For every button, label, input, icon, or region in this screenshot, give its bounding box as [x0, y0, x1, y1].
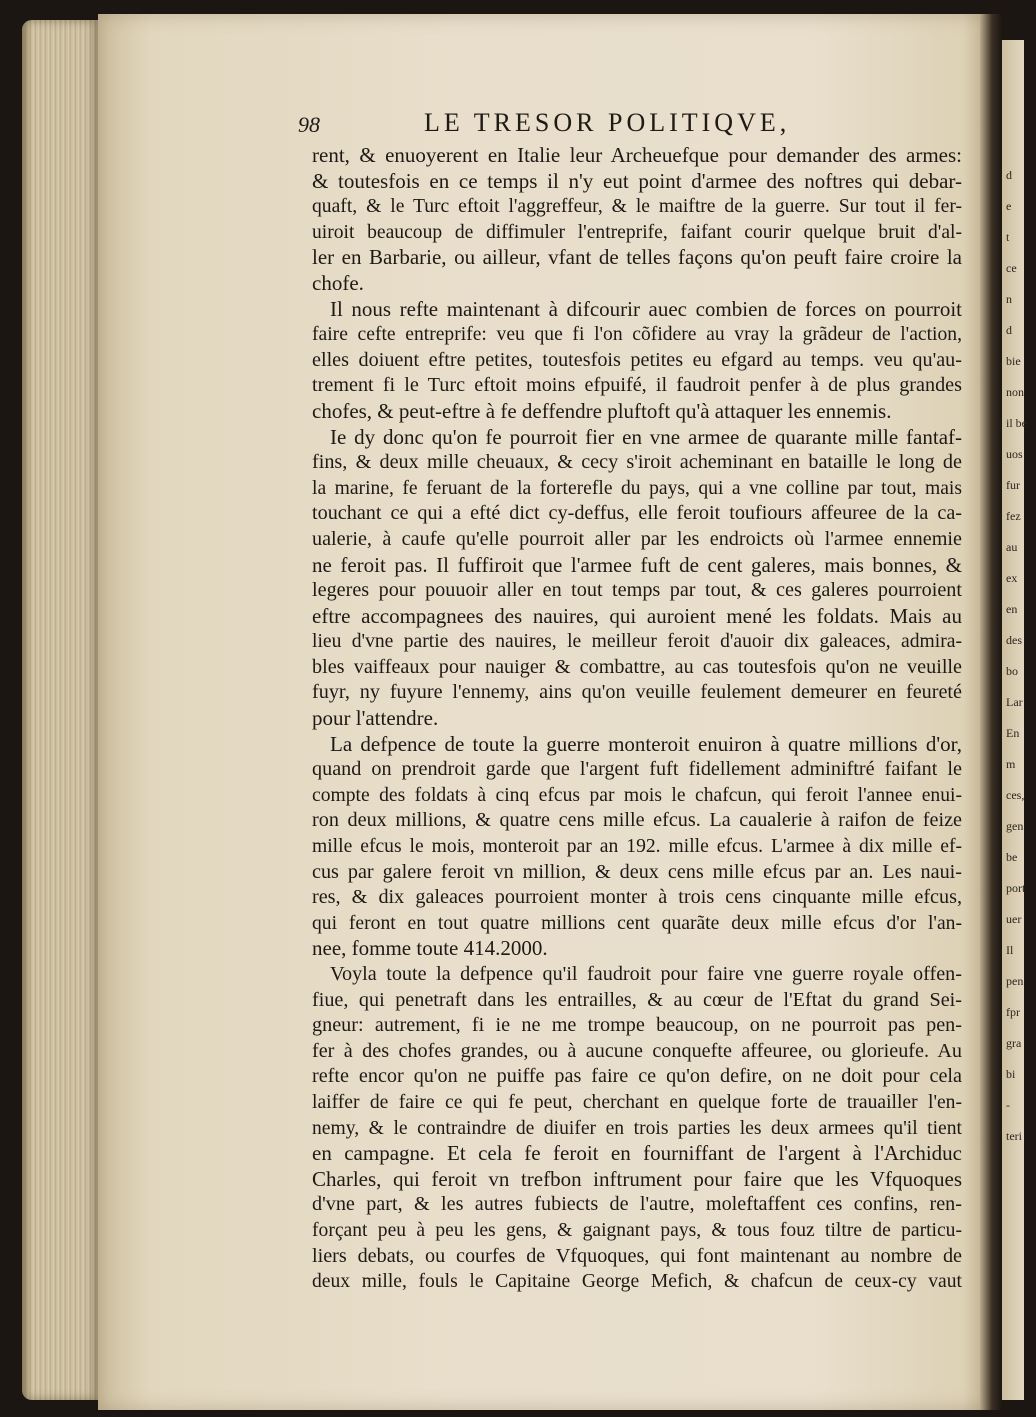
- text-line: en campagne. Et cela fe feroit en fourniffant de l'argent à l'Archiduc: [312, 1141, 962, 1166]
- text-line: ler en Barbarie, ou ailleur, vfant de telles façons qu'on peuft faire croire la: [312, 245, 962, 270]
- text-line: trement fi le Turc eftoit moins efpuifé, il faudroit penfer à de plus grandes: [312, 374, 962, 397]
- facing-page-fragments: d e t ce n d bie non il be uos fur fez au ex en des bo Lar En m ces, gen be port uer Il pen fpr gra bi - teri: [1006, 168, 1027, 1143]
- text-line: ne feroit pas. Il fuffiroit que l'armee fuft de cent galeres, mais bonnes, &: [312, 552, 962, 577]
- text-line: lieu d'vne partie des nauires, le meilleur feroit d'auoir dix galeaces, admira-: [312, 631, 962, 653]
- text-line: chofes, & peut-eftre à fe deffendre pluftoft qu'à attaquer les ennemis.: [312, 398, 892, 423]
- text-line: nemy, & le contraindre de diuifer en trois parties les deux armees qu'il tient: [312, 1117, 962, 1139]
- text-line: deux mille, fouls le Capitaine George Mefich, & chafcun de ceux-cy vaut: [312, 1271, 962, 1293]
- text-line: liers debats, ou courfes de Vfquoques, qui font maintenant au nombre de: [312, 1244, 962, 1267]
- page-header: [298, 108, 818, 144]
- text-line: ron deux millions, & quatre cens mille efcus. La caualerie à raifon de feize: [312, 809, 962, 832]
- running-head: LE TRESOR POLITIQVE,: [424, 108, 791, 137]
- text-line: elles doiuent eftre petites, toutesfois petites eu efgard au temps. veu qu'au-: [312, 348, 962, 371]
- text-line: rent, & enuoyerent en Italie leur Archeuefque pour demander des armes:: [312, 143, 962, 167]
- book-edge-stack: [22, 20, 100, 1400]
- text-line: fins, & deux mille cheuaux, & cecy s'iroit acheminant en bataille le long de: [312, 451, 962, 474]
- text-line: compte des foldats à cinq efcus par mois le chafcun, qui feroit l'annee enui-: [312, 784, 962, 806]
- text-line: qui feront en tout quatre millions cent quarãte deux mille efcus d'or l'an-: [312, 912, 962, 934]
- text-line: gneur: autrement, fi ie ne me trompe beaucoup, on ne pourroit pas pen-: [312, 1014, 962, 1037]
- text-line: faire cefte entreprife: veu que fi l'on cõfidere au vray la grãdeur de l'action,: [312, 324, 962, 346]
- text-line: refte encor qu'on ne puiffe pas faire ce qu'on defire, on ne doit pour cela: [312, 1065, 962, 1088]
- paragraph-start-line: Il nous refte maintenant à difcourir auec combien de forces on pourroit: [330, 296, 962, 321]
- paragraph-start-line: La defpence de toute la guerre monteroit enuiron à quatre millions d'or,: [330, 731, 962, 756]
- text-line: ualerie, à caufe qu'elle pourroit aller par les endroicts où l'armee ennemie: [312, 527, 962, 550]
- text-line: touchant ce qui a efté dict cy-deffus, elle feroit toufiours affeuree de la ca-: [312, 502, 962, 525]
- text-line: cus par galere feroit vn million, & deux cens mille efcus par an. Les naui-: [312, 860, 962, 883]
- text-line: & toutesfois en ce temps il n'y eut point d'armee des noftres qui debar-: [312, 168, 962, 193]
- text-line: forçant peu à peu les gens, & gaignant pays, & tous fouz tiltre de particu-: [312, 1219, 962, 1241]
- text-line: fiue, qui penetraft dans les entrailles, & au cœur de l'Eftat du grand Sei-: [312, 988, 962, 1011]
- text-line: quaft, & le Turc eftoit l'aggreffeur, & le maiftre de la guerre. Sur tout il fer-: [312, 196, 962, 218]
- text-line: fer à des chofes grandes, ou à aucune conquefte affeuree, ou glorieufe. Au: [312, 1039, 962, 1062]
- facing-page-sliver: [1002, 40, 1027, 1400]
- folio-number: 98: [298, 112, 320, 137]
- body-text: [312, 143, 962, 1295]
- text-line: bles vaiffeaux pour nauiger & combattre, au cas toutesfois qu'on ne veuille: [312, 655, 962, 678]
- text-line: fuyr, ny fuyure l'ennemy, ains qu'on veuille feulement demeurer en feureté: [312, 681, 962, 704]
- text-line: eftre accompagnees des nauires, qui auroient mené les foldats. Mais au: [312, 603, 962, 628]
- text-line: mille efcus le mois, monteroit par an 192. mille efcus. L'armee à dix mille ef-: [312, 836, 962, 858]
- text-line: res, & dix galeaces pourroient monter à trois cens cinquante mille efcus,: [312, 886, 962, 909]
- text-line: la marine, fe feruant de la forterefle du pays, qui a vne colline par tout, mais: [312, 477, 962, 499]
- text-line: Charles, qui feroit vn trefbon inftrument pour faire que les Vfquoques: [312, 1166, 962, 1191]
- text-line: legeres pour pouuoir aller en tout temps par tout, & ces galeres pourroient: [312, 579, 962, 602]
- book-gutter-shadow: [980, 14, 1002, 1410]
- text-line: d'vne part, & les autres fubiects de l'autre, moleftaffent ces confins, ren-: [312, 1193, 962, 1216]
- text-line: pour l'attendre.: [312, 706, 439, 731]
- text-line: quand on prendroit garde que l'argent fuft fidellement adminiftré faifant le: [312, 758, 962, 781]
- text-line: chofe.: [312, 270, 364, 295]
- paragraph-start-line: Ie dy donc qu'on fe pourroit fier en vne armee de quarante mille fantaf-: [330, 424, 962, 449]
- text-line: nee, fomme toute 414.2000.: [312, 936, 548, 961]
- text-line: uiroit beaucoup de diffimuler l'entreprife, faifant courir quelque bruit d'al-: [312, 221, 962, 243]
- text-line: laiffer de faire ce qui fe peut, cherchant en quelque forte de trauailler l'en-: [312, 1091, 962, 1113]
- paragraph-start-line: Voyla toute la defpence qu'il faudroit pour faire vne guerre royale offen-: [330, 963, 962, 985]
